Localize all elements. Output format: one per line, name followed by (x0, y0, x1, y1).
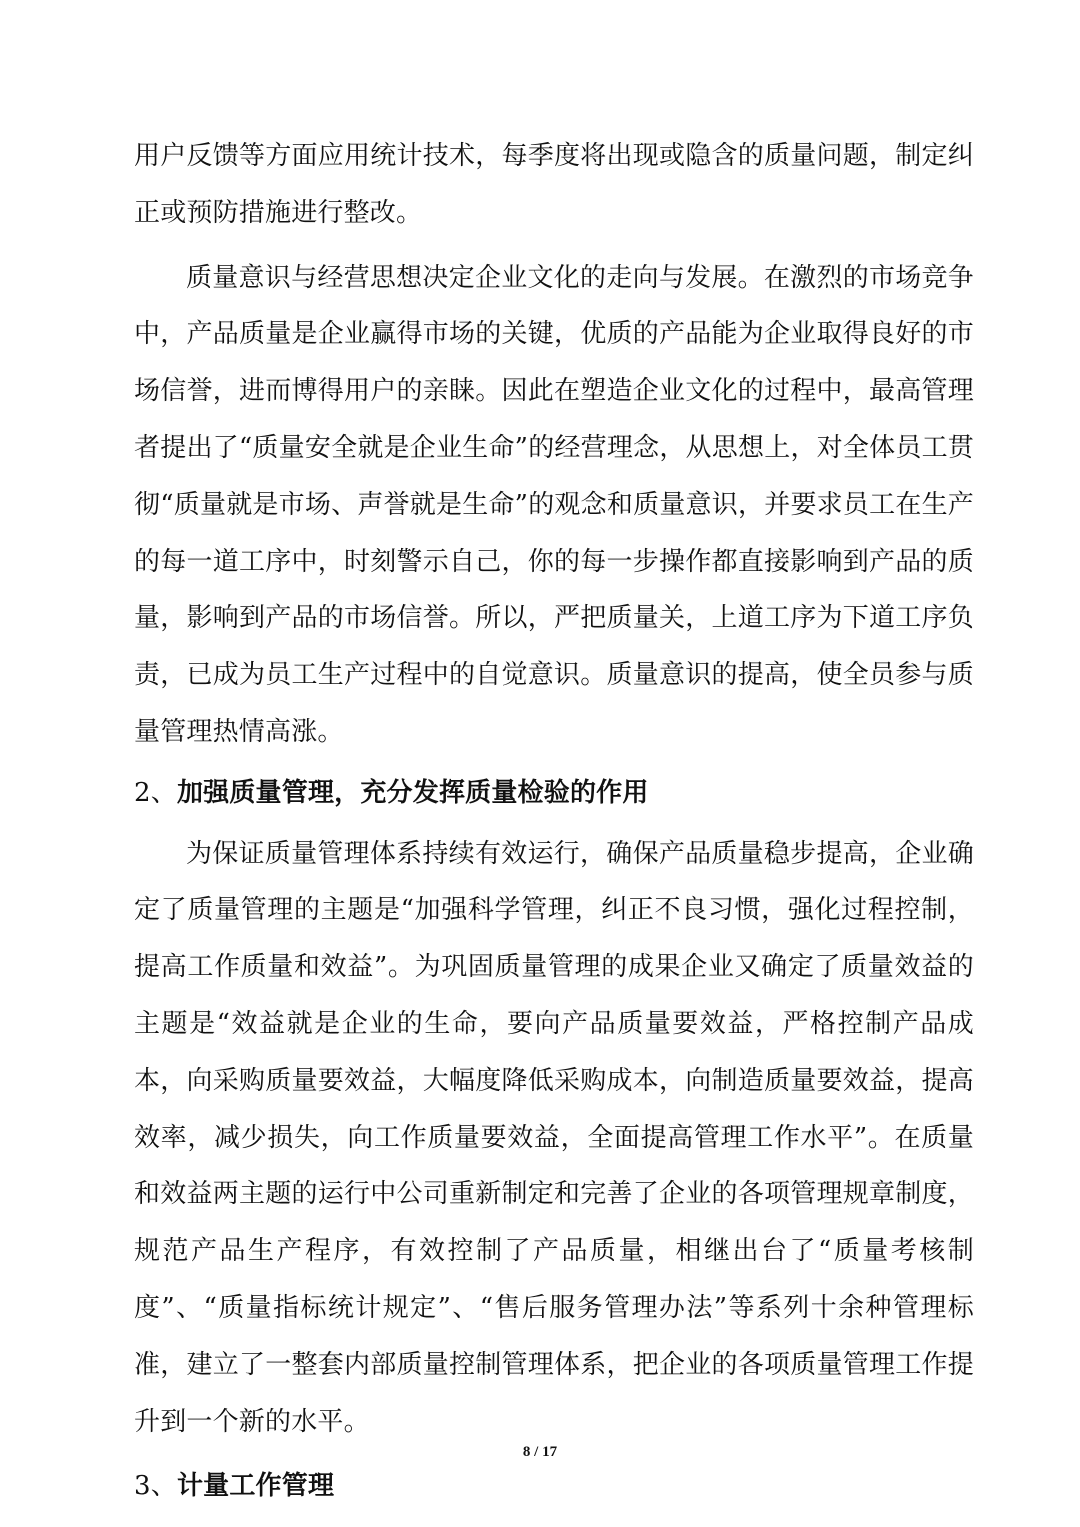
section-heading-2 (134, 765, 974, 822)
section-title-3: 计量工作管理 (176, 1471, 335, 1502)
section-heading-3 (134, 1458, 974, 1515)
paragraph-section-2: 为保证质量管理体系持续有效运行，确保产品质量稳步提高，企业确定了质量管理的主题是“加强科学管理，纠正不良习惯，强化过程控制，提高工作质量和效益”。为巩固质量管理的成果企业又确定了质量效益的主题是“效益就是企业的生命，要向产品质量要效益，严格控制产品成本，向采购质量要效益，大幅度降低采购成本，向制造质量要效益，提高效率，减少损失，向工作质量要效益，全面提高管理工作水平”。在质量和效益两主题的运行中公司重新制定和完善了企业的各项管理规章制度，规范产品生产程序，有效控制了产品质量，相继出台了“质量考核制度”、“质量指标统计规定”、“售后服务管理办法”等系列十余种管理标准，建立了一整套内部质量控制管理体系，把企业的各项质量管理工作提升到一个新的水平。 (134, 838, 974, 1437)
document-page (134, 128, 974, 1515)
page-number: 8 / 17 (522, 1444, 558, 1460)
section-number-3: 3、 (134, 1471, 177, 1502)
paragraph-continued: 用户反馈等方面应用统计技术，每季度将出现或隐含的质量问题，制定纠正或预防措施进行整改。 (134, 141, 974, 228)
section-title-2: 加强质量管理，充分发挥质量检验的作用 (176, 777, 649, 808)
paragraph-quality-awareness: 质量意识与经营思想决定企业文化的走向与发展。在激烈的市场竞争中，产品质量是企业赢得市场的关键，优质的产品能为企业取得良好的市场信誉，进而博得用户的亲睐。因此在塑造企业文化的过程中，最高管理者提出了“质量安全就是企业生命”的经营理念，从思想上，对全体员工贯彻“质量就是市场、声誉就是生命”的观念和质量意识，并要求员工在生产的每一道工序中，时刻警示自己，你的每一步操作都直接影响到产品的质量，影响到产品的市场信誉。所以，严把质量关，上道工序为下道工序负责，已成为员工生产过程中的自觉意识。质量意识的提高，使全员参与质量管理热情高涨。 (134, 262, 974, 747)
section-number-2: 2、 (134, 777, 177, 808)
